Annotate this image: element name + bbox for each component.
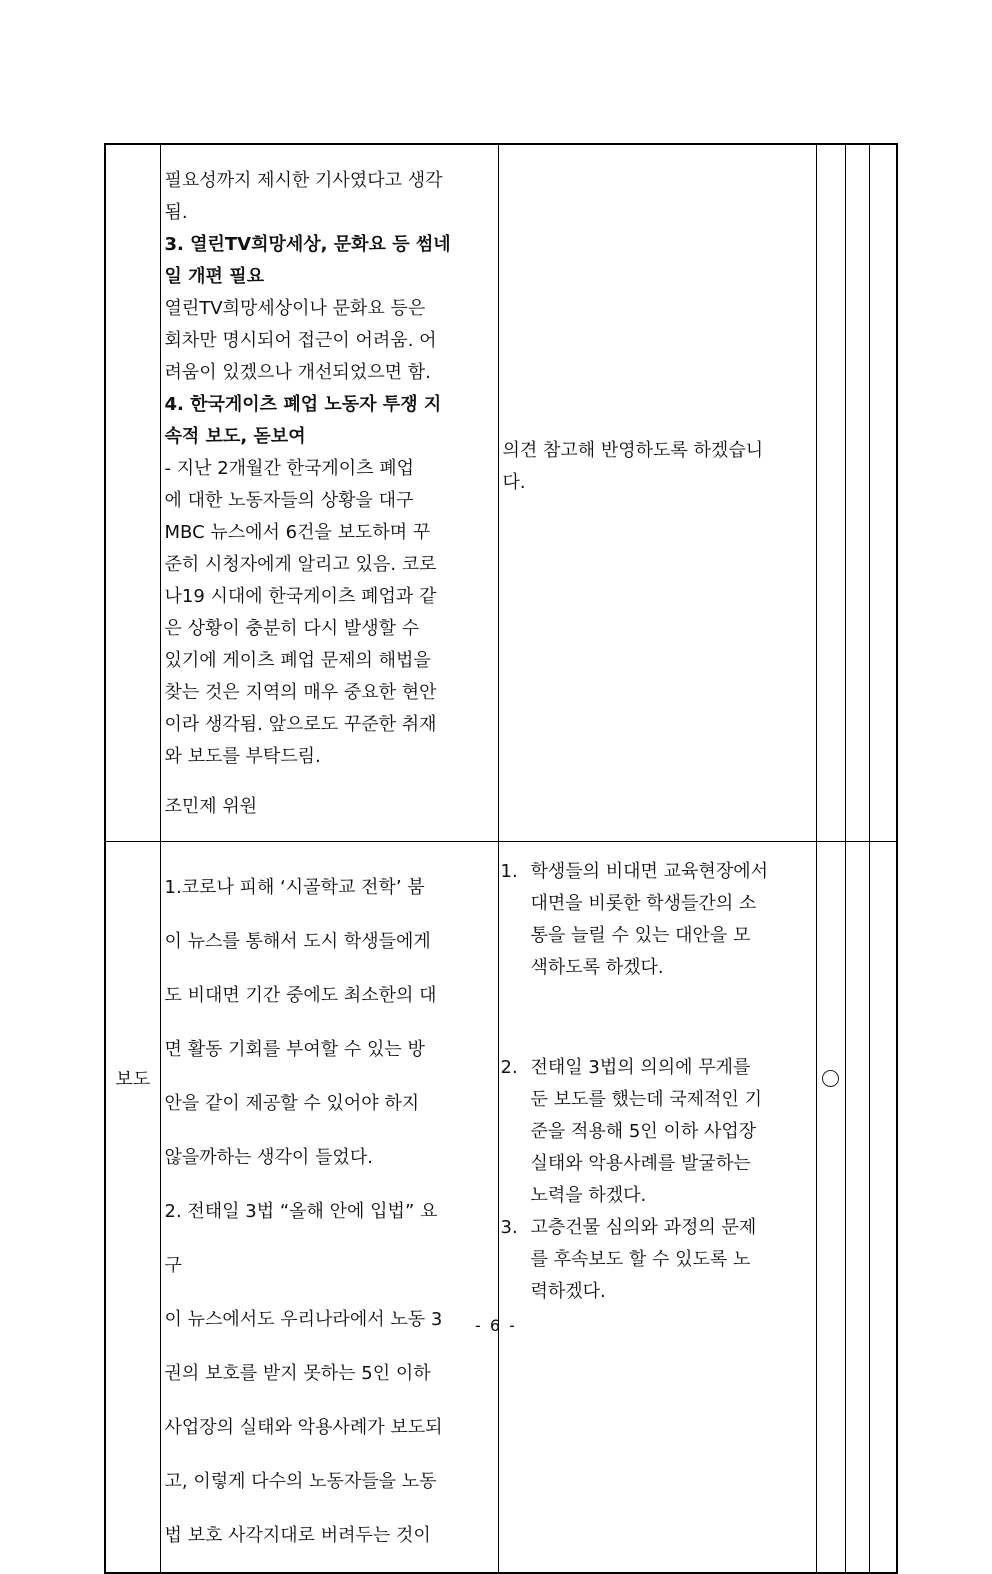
mark-cell [816, 842, 845, 1574]
text-line: 3. 열린TV희망세상, 문화요 등 썸네 [164, 234, 451, 255]
item-number: 3. [500, 1217, 518, 1238]
text-line: 1.코로나 피해 ‘시골학교 전학’ 붐 [164, 877, 425, 898]
opinion-text [161, 145, 498, 773]
item-number: 1. [500, 861, 518, 882]
text-line: 를 후속보도 할 수 있도록 노 [530, 1249, 751, 1270]
text-line: 고층건물 심의와 과정의 문제 [530, 1217, 757, 1238]
text-line: 있기에 게이츠 폐업 문제의 해법을 [164, 650, 431, 671]
text-line: 와 보도를 부탁드림. [164, 746, 321, 767]
response-cell [498, 842, 816, 1574]
response-item [499, 1212, 812, 1308]
text-line: MBC 뉴스에서 6건을 보도하며 꾸 [164, 522, 431, 543]
item-text [531, 856, 812, 984]
response-cell [498, 144, 816, 842]
item-number: 2. [500, 1057, 518, 1078]
page-number: - 6 - [475, 1316, 517, 1335]
text-line: 대면을 비롯한 학생들간의 소 [530, 893, 757, 914]
text-line: 면 활동 기회를 부여할 수 있는 방 [164, 1039, 425, 1060]
response-text-cont: 다. [502, 472, 526, 493]
response-text: 의견 참고해 반영하도록 하겠습니 [502, 440, 764, 461]
text-line: 4. 한국게이츠 폐업 노동자 투쟁 지 [164, 394, 442, 415]
opinion-cell [160, 144, 498, 842]
text-line: 통을 늘릴 수 있는 대안을 모 [530, 925, 751, 946]
text-line: 에 대한 노동자들의 상황을 대구 [164, 490, 414, 511]
text-line: 법 보호 사각지대로 버려두는 것이 [164, 1525, 431, 1546]
mark-cell [869, 144, 897, 842]
text-line: 노력을 하겠다. [530, 1185, 647, 1206]
text-line: 2. 전태일 3법 “올해 안에 입법” 요 [164, 1201, 438, 1222]
text-line: 필요성까지 제시한 기사였다고 생각 [164, 170, 443, 191]
text-line: 이라 생각됨. 앞으로도 꾸준한 취재 [164, 714, 437, 735]
response-item [499, 1052, 812, 1212]
text-line: 실태와 악용사례를 발굴하는 [530, 1153, 751, 1174]
category-cell [105, 842, 160, 1574]
text-line: 열린TV희망세상이나 문화요 등은 [164, 298, 426, 319]
text-line: 됨. [164, 202, 188, 223]
text-line: 이 뉴스를 통해서 도시 학생들에게 [164, 931, 431, 952]
opinion-cell [160, 842, 498, 1574]
text-line: 준을 적용해 5인 이하 사업장 [530, 1121, 757, 1142]
mark-cell [816, 144, 845, 842]
text-line: 색하도록 하겠다. [530, 957, 664, 978]
text-line: 찾는 것은 지역의 매우 중요한 현안 [164, 682, 437, 703]
table-row [105, 144, 897, 842]
text-line: 둔 보도를 했는데 국제적인 기 [530, 1089, 763, 1110]
text-line: 도 비대면 기간 중에도 최소한의 대 [164, 985, 437, 1006]
text-line: - 지난 2개월간 한국게이츠 폐업 [164, 458, 414, 479]
text-line: 려움이 있겠으나 개선되었으면 함. [164, 362, 431, 383]
circle-mark-icon [822, 1070, 839, 1087]
table-row [105, 842, 897, 1574]
text-line: 회차만 명시되어 접근이 어려움. 어 [164, 330, 437, 351]
text-line: 은 상황이 충분히 다시 발생할 수 [164, 618, 420, 639]
text-line: 학생들의 비대면 교육현장에서 [530, 861, 768, 882]
category-label: 보도 [115, 1069, 151, 1090]
category-cell [105, 144, 160, 842]
text-line: 전태일 3법의 의의에 무게를 [530, 1057, 751, 1078]
text-line: 안을 같이 제공할 수 있어야 하지 [164, 1093, 420, 1114]
text-line: 력하겠다. [530, 1281, 606, 1302]
text-line: 속적 보도, 돋보여 [164, 426, 306, 447]
mark-cell [845, 144, 869, 842]
opinion-text [161, 842, 498, 1554]
mark-cell [845, 842, 869, 1574]
text-line: 구 [164, 1255, 182, 1276]
text-line: 않을까하는 생각이 들었다. [164, 1147, 373, 1168]
text-line: 나19 시대에 한국게이츠 폐업과 같 [164, 586, 437, 607]
review-table [104, 143, 898, 1574]
text-line: 고, 이렇게 다수의 노동자들을 노동 [164, 1471, 437, 1492]
text-line: 이 뉴스에서도 우리나라에서 노동 3 [164, 1309, 443, 1330]
text-line: 준히 시청자에게 알리고 있음. 코로 [164, 554, 437, 575]
text-line: 권의 보호를 받지 못하는 5인 이하 [164, 1363, 431, 1384]
item-text [531, 1212, 812, 1308]
text-line: 일 개편 필요 [164, 266, 264, 287]
text-line: 사업장의 실태와 악용사례가 보도되 [164, 1417, 443, 1438]
item-text [531, 1052, 812, 1212]
mark-cell [869, 842, 897, 1574]
response-item [499, 856, 812, 984]
response-list [499, 842, 816, 1308]
member-name: 조민제 위원 [164, 796, 258, 817]
